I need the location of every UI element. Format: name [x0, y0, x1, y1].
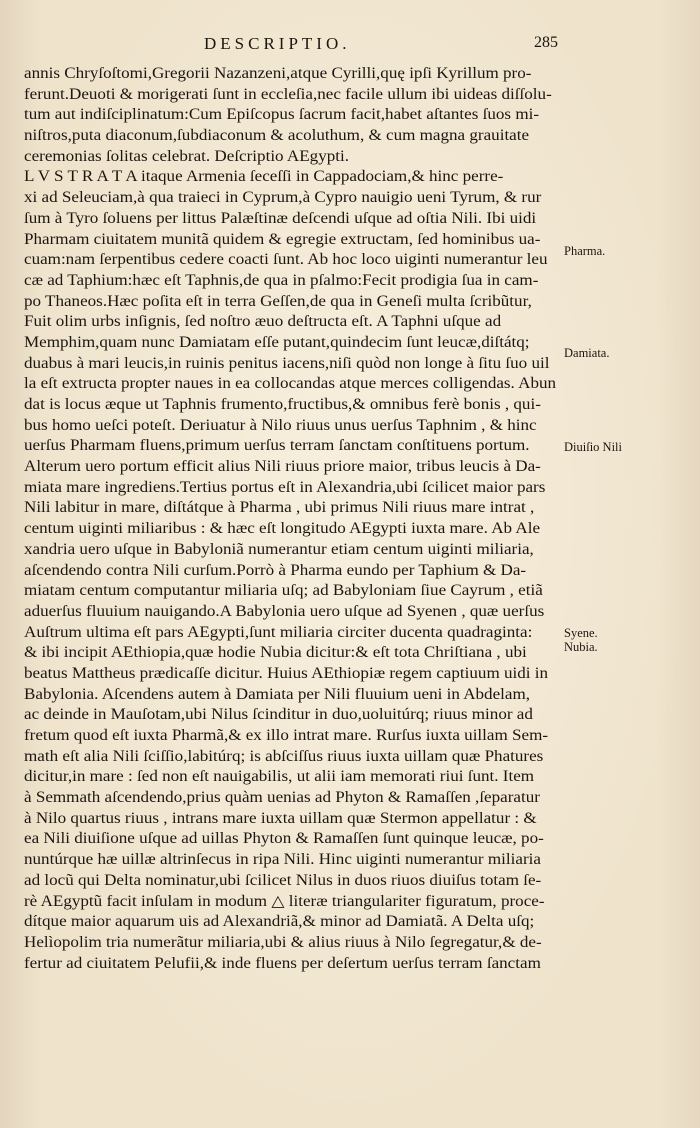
page-number: 285: [534, 34, 558, 51]
text-line: ferunt.Deuoti & morigerati ſunt in eccleſia,nec facile ullum ibi uideas diſſolu-: [24, 85, 552, 103]
text-line: centum uiginti miliaribus : & hæc eſt longitudo AEgypti iuxta mare. Ab Ale: [24, 520, 541, 538]
text-line: Helìopolim tria numerãtur miliaria,ubi & alius riuus à Nilo ſegregatur,& de-: [24, 933, 542, 951]
text-line: tum aut indiſciplinatum:Cum Epiſcopus ſacrum facit,habet aſtantes ſuos mi-: [24, 106, 540, 124]
text-line: po Thaneos.Hæc poſita eſt in terra Geſſen,de qua in Geneſi multa ſcribũtur,: [24, 292, 532, 310]
text-line: Pharmam ciuitatem munitã quidem & egregie extructam, ſed hominibus ua-: [24, 230, 541, 248]
running-head: DESCRIPTIO.: [204, 34, 351, 53]
text-line: L V S T R A T A itaque Armenia ſeceſſi in Cappadociam,& hinc perre-: [24, 168, 504, 186]
text-line: miata mare ingrediens.Tertius portus eſt in Alexandria,ubi ſcilicet maior pars: [24, 478, 546, 496]
text-line: cuam:nam ſerpentibus cedere coacti ſunt. Ab hoc loco uiginti numerantur leu: [24, 251, 548, 269]
text-line: dat is locus æque ut Taphnis frumento,fructibus,& omnibus ferè bonis , qui-: [24, 396, 541, 413]
margin-note-diuisio-nili: Diuiſio Nili: [564, 440, 622, 454]
text-line: Nili labitur in mare, diſtátque à Pharma , ubi primus Nili riuus mare intrat ,: [24, 499, 535, 517]
text-line: uerſus Pharmam fluens,primum uerſus terram ſanctam conſtituens portum.: [24, 437, 530, 455]
margin-note-damiata: Damiata.: [564, 346, 610, 360]
text-line: rè AEgyptũ facit inſulam in modum △ literæ triangulariter figuratum, proce-: [24, 892, 545, 910]
text-line: fertur ad ciuitatem Pelufii,& inde fluens per deſertum uerſus terram ſanctam: [24, 954, 541, 972]
text-line: la eſt extructa propter naues in ea collocandas atque merces colligendas. Abun: [24, 375, 556, 393]
margin-note-nubia: Nubia.: [564, 640, 598, 654]
text-line: ad locũ qui Delta nominatur,ubi ſcilicet Nilus in duos riuos diuiſus totam ſe-: [24, 871, 542, 889]
text-line: aſcendendo contra Nili curſum.Porrò à Pharma eundo per Taphium & Da-: [24, 561, 527, 579]
text-line: beatus Mattheus prædicaſſe dicitur. Huius AEthiopiæ regem captiuum uidi in: [24, 664, 549, 682]
text-line: ea Nili diuiſione uſque ad uillas Phyton & Ramaſſen ſunt quinque leucæ, po-: [24, 830, 544, 848]
text-line: nuntúrque hæ uillæ altrinſecus in ripa Nili. Hinc uiginti numerantur miliaria: [24, 851, 541, 869]
text-line: xandria uero uſque in Babyloniã numerantur etiam centum uiginti miliaria,: [24, 540, 534, 558]
body-text: [24, 64, 556, 974]
text-line: à Nilo quartus riuus , intrans mare iuxta uillam quæ Stermon appellatur : &: [24, 809, 537, 827]
text-line: Fuit olim urbs inſignis, ſed noſtro æuo deſtructa eſt. A Taphni uſque ad: [24, 313, 502, 331]
text-line: Alterum uero portum efficit alius Nili riuus priore maior, tribus leucis à Da-: [24, 458, 541, 476]
text-line: niſtros,puta diaconum,ſubdiaconum & acoluthum, & cum magna grauitate: [24, 127, 530, 145]
text-line: aduerſus fluuium nauigando.A Babylonia uero uſque ad Syenen , quæ uerſus: [24, 602, 545, 620]
text-line: bus homo ueſci poteſt. Deriuatur à Nilo riuus unus uerſus Taphnim , & hinc: [24, 416, 537, 434]
text-line: dicitur,in mare : ſed non eſt nauigabilis, ut alii iam memorati riui ſunt. Item: [24, 768, 535, 786]
text-line: fretum quod eſt iuxta Pharmã,& ex illo intrat mare. Rurſus iuxta uillam Sem-: [24, 727, 549, 744]
text-line: dítque maior aquarum uis ad Alexandriã,& minor ad Damiatã. A Delta uſq;: [24, 913, 535, 931]
text-line: duabus à mari leucis,in ruinis penitus iacens,niſi quòd non longe à ſitu ſuo uil: [24, 354, 550, 372]
margin-note-syene: Syene.: [564, 626, 598, 640]
text-line: ceremonias ſolitas celebrat. Deſcriptio AEgypti.: [24, 147, 349, 165]
text-line: cæ ad Taphium:hæc eſt Taphnis,de qua in pſalmo:Fecit prodigia ſua in cam-: [24, 271, 539, 289]
text-line: miatam centum computantur miliaria uſq; ad Babyloniam ſiue Cayrum , etiã: [24, 582, 543, 600]
text-line: annis Chryſoſtomi,Gregorii Nazanzeni,atque Cyrilli,quę ipſi Kyrillum pro-: [24, 65, 532, 82]
text-line: Memphim,quam nunc Damiatam eſſe putant,quindecim ſunt leucæ,diſtátq;: [24, 333, 530, 351]
text-line: Auſtrum ultima eſt pars AEgypti,ſunt miliaria circiter ducenta quadraginta:: [24, 623, 533, 641]
margin-note-pharma: Pharma.: [564, 244, 606, 258]
text-line: & ibi incipit AEthiopia,quæ hodie Nubia dicitur:& eſt tota Chriſtiana , ubi: [24, 644, 527, 662]
text-line: ac deinde in Mauſotam,ubi Nilus ſcinditur in duo,uoluitúrq; riuus minor ad: [24, 706, 533, 724]
text-line: à Semmath aſcendendo,prius quàm uenias ad Phyton & Ramaſſen ,ſeparatur: [24, 789, 540, 807]
text-line: xi ad Seleuciam,à qua traieci in Cyprum,à Cypro nauigio ueni Tyrum, & rur: [24, 189, 542, 207]
text-line: ſum à Tyro ſoluens per littus Palæſtinæ deſcendi uſque ad oſtia Nili. Ibi uidi: [24, 209, 537, 227]
text-line: math eſt alia Nili ſciſſio,labitúrq; is abſciſſus riuus iuxta uillam quæ Phatures: [24, 747, 544, 765]
text-line: Babylonia. Aſcendens autem à Damiata per Nili fluuium ueni in Abdelam,: [24, 685, 531, 703]
